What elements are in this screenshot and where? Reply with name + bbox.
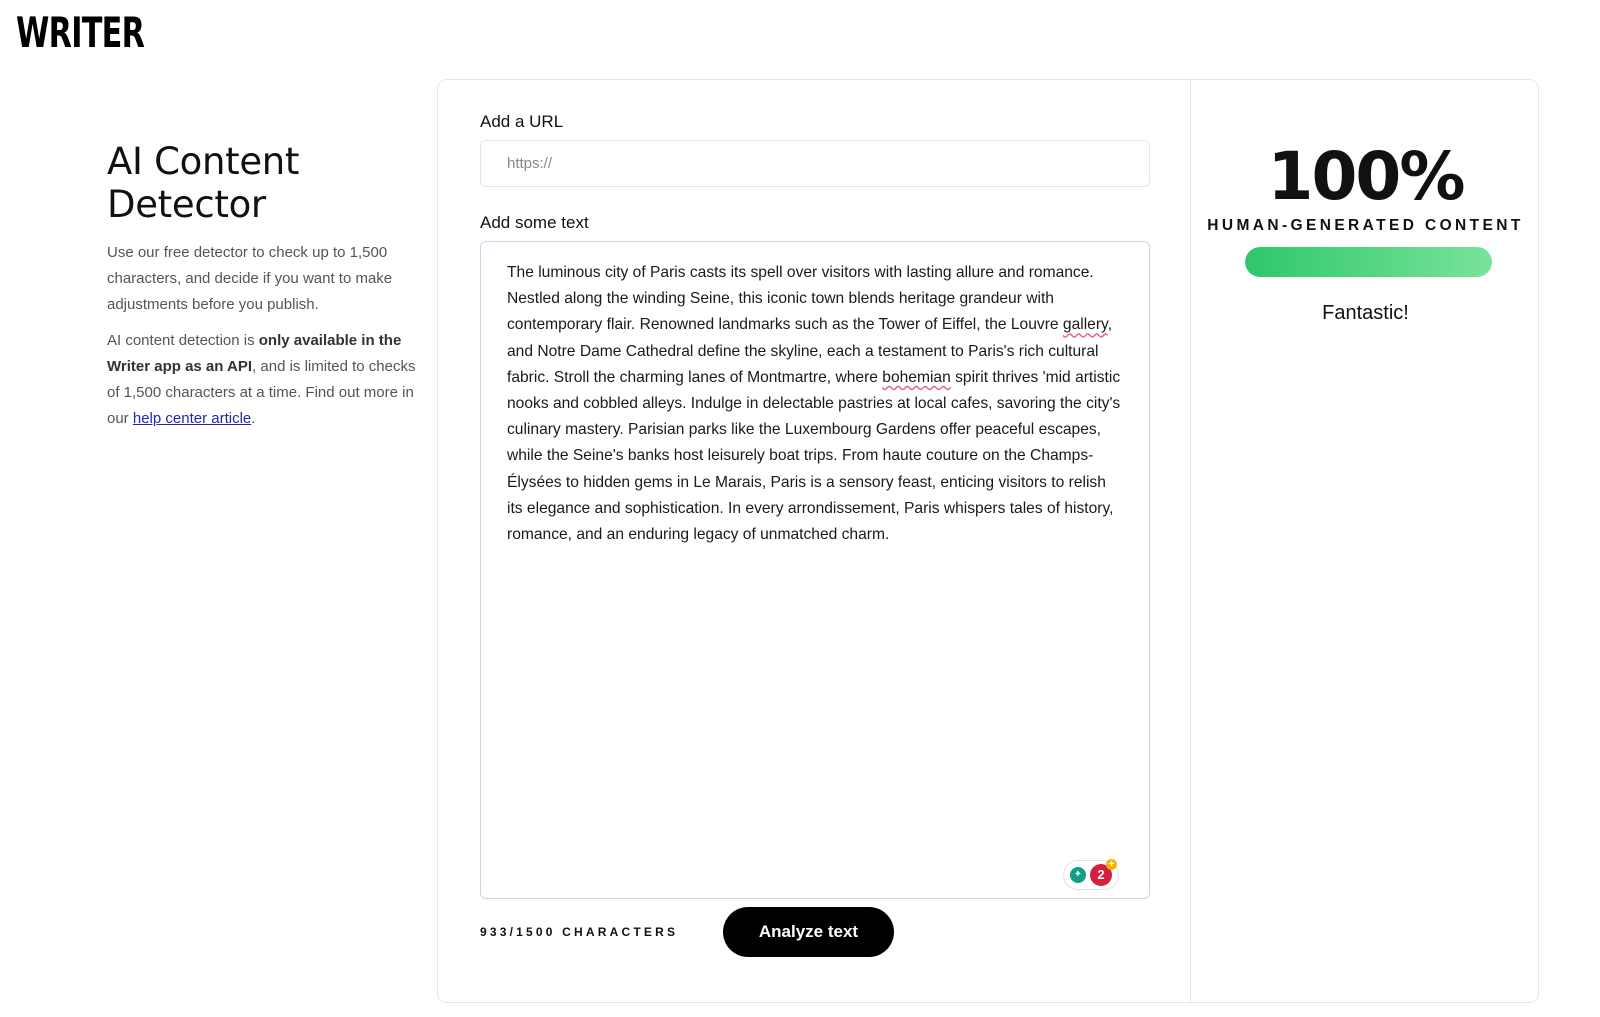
page-title: AI Content Detector — [107, 140, 300, 226]
spellcheck-word[interactable]: bohemian — [882, 368, 951, 386]
intro-note-pre: AI content detection is — [107, 332, 259, 349]
content-textarea[interactable] — [480, 241, 1150, 899]
intro-note — [107, 328, 417, 432]
score-progress-bar — [1245, 247, 1492, 277]
character-counter: 933/1500 CHARACTERS — [480, 925, 679, 939]
plus-icon: + — [1106, 859, 1117, 870]
detector-card — [437, 79, 1539, 1003]
intro-panel — [107, 140, 417, 442]
text-segment: spirit thrives 'mid artistic nooks and cobbled alleys. Indulge in delectable pastries at local cafes, savoring the city's culinary mastery. Parisian parks like the Luxembourg Gardens offer peaceful escapes, while the Seine's banks host leisurely boat trips. From haute couture on the Champs-Élysées to hidden gems in Le Marais, Paris is a sensory feast, enticing visitors to relish its elegance and sophistication. In every arrondissement, Paris whispers tales of history, romance, and an enduring legacy of unmatched charm. — [507, 368, 1121, 544]
url-input[interactable] — [480, 140, 1150, 187]
grammarly-count-badge — [1090, 859, 1115, 886]
help-center-link[interactable]: help center article — [132, 410, 252, 427]
text-segment: , and Notre Dame Cathedral define the skyline, each a testament to Paris's rich cultural fabric. Stroll the charming lanes of Montmartre, where — [507, 316, 1113, 386]
intro-note-mid: , and is limited to checks of 1,500 characters at a time. Find out more in our — [107, 358, 416, 427]
result-verdict: Fantastic! — [1322, 302, 1409, 324]
lightbulb-icon: ✦ — [1070, 867, 1086, 883]
grammarly-count: 2 — [1097, 866, 1105, 882]
text-segment: The luminous city of Paris casts its spell over visitors with lasting allure and romance. Nestled along the winding Seine, this iconic town blends heritage grandeur with contemporary flair. Renowned landmarks such as the Tower of Eiffel, the Louvre — [507, 264, 1094, 334]
intro-description: Use our free detector to check up to 1,500 characters, and decide if you want to make adjustments before you publish. — [107, 244, 393, 313]
score-progress-fill — [1245, 247, 1492, 277]
score-value: 100% — [1267, 138, 1464, 215]
grammarly-widget[interactable] — [1063, 860, 1119, 890]
text-label: Add some text — [480, 213, 589, 232]
intro-note-bold: only available in the Writer app as an API — [107, 332, 402, 375]
score-label: HUMAN-GENERATED CONTENT — [1207, 217, 1524, 234]
result-panel — [1191, 80, 1540, 1002]
intro-note-end: . — [251, 410, 256, 427]
url-label: Add a URL — [480, 112, 564, 131]
writer-logo[interactable]: WRITER — [16, 8, 145, 57]
spellcheck-word[interactable]: gallery — [1062, 316, 1108, 334]
analyze-text-button[interactable]: Analyze text — [723, 907, 894, 957]
